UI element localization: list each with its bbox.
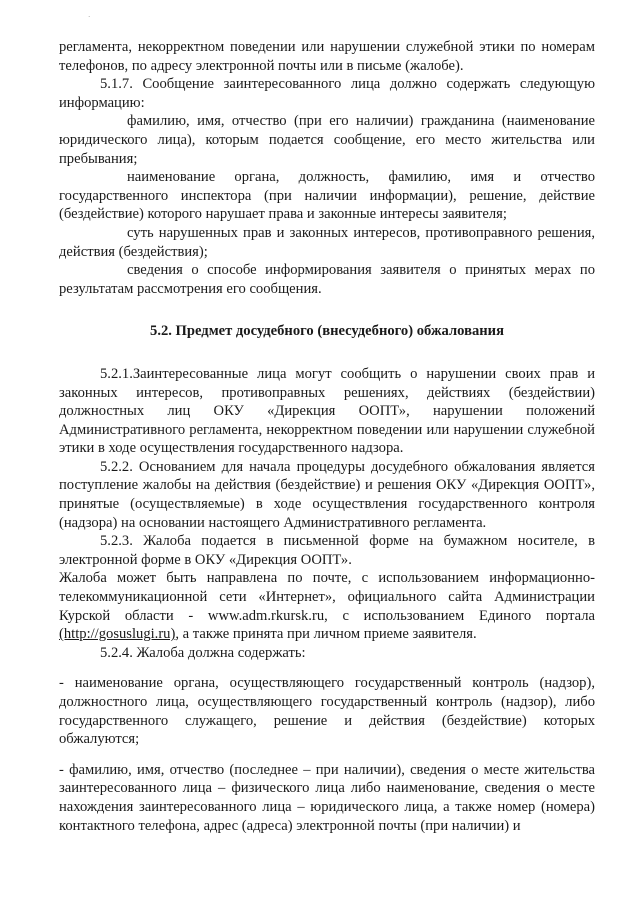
list-item-applicant-info: - фамилию, имя, отчество (последнее – при наличии), сведения о месте жительства заинтересованного лица – физического лица либо наименование, сведения о месте нахождения заинтересованного лица – юридического лица, а также номер (номера) контактного телефона, адрес (адреса) электронной почты (при наличии) и <box>59 761 595 834</box>
paragraph-5-1-7: 5.1.7. Сообщение заинтересованного лица должно содержать следующую информацию: <box>59 76 595 111</box>
list-item-fio: фамилию, имя, отчество (при его наличии) гражданина (наименование юридического лица), которым подается сообщение, его место жительства или пребывания; <box>59 113 595 167</box>
list-item-organ-name: - наименование органа, осуществляющего государственный контроль (надзор), должностного лица, осуществляющего государственный контроль (надзор), либо государственного служащего, решение и действия (бездействие) которых обжалуются; <box>59 675 595 748</box>
paragraph-5-2-2: 5.2.2. Основанием для начала процедуры досудебного обжалования является поступление жалобы на действия (бездействие) и решения ОКУ «Дирекция ООПТ», принятые (осуществляемые) в ходе осуществления государственного контроля (надзора) на основании настоящего Административного регламента. <box>59 458 595 531</box>
list-item-essence: суть нарушенных прав и законных интересов, противоправного решения, действия (бездействия); <box>59 224 595 260</box>
paragraph-5-2-1: 5.2.1.Заинтересованные лица могут сообщить о нарушении своих прав и законных интересов, противоправных решениях, действиях (бездействии) должностных лиц ОКУ «Дирекция ООПТ», нарушении положений Административного регламента, некорректном поведении или нарушении служебной этики в ходе осуществления государственного надзора. <box>59 365 595 457</box>
paragraph-5-2-3: 5.2.3. Жалоба подается в письменной форме на бумажном носителе, в электронной форме в ОКУ «Дирекция ООПТ». <box>59 533 595 568</box>
complaint-channels-text: Жалоба может быть направлена по почте, с использованием информационно-телекоммуникационной сети «Интернет», официального сайта Администрации Курской области - www.adm.rkursk.ru, с использованием Единого портала <box>59 570 595 624</box>
list-item-informing: сведения о способе информирования заявителя о принятых мерах по результатам рассмотрения его сообщения. <box>59 262 595 297</box>
paragraph-complaint-channels <box>59 569 595 643</box>
page-mark: · <box>88 13 91 21</box>
gosuslugi-link[interactable]: (http://gosuslugi.ru) <box>59 626 176 643</box>
list-item-organ: наименование органа, должность, фамилию, имя и отчество государственного инспектора (при наличии информации), решение, действие (бездействие) которого нарушает права и законные интересы заявителя; <box>59 169 595 223</box>
paragraph-5-2-4: 5.2.4. Жалоба должна содержать: <box>100 644 306 661</box>
section-heading-5-2: 5.2. Предмет досудебного (внесудебного) обжалования <box>150 323 504 340</box>
paragraph-continuation: регламента, некорректном поведении или нарушении служебной этики по номерам телефонов, по адресу электронной почты или в письме (жалобе). <box>59 39 595 74</box>
document-body <box>59 38 595 835</box>
complaint-channels-tail: , а также принята при личном приеме заявителя. <box>175 626 477 643</box>
